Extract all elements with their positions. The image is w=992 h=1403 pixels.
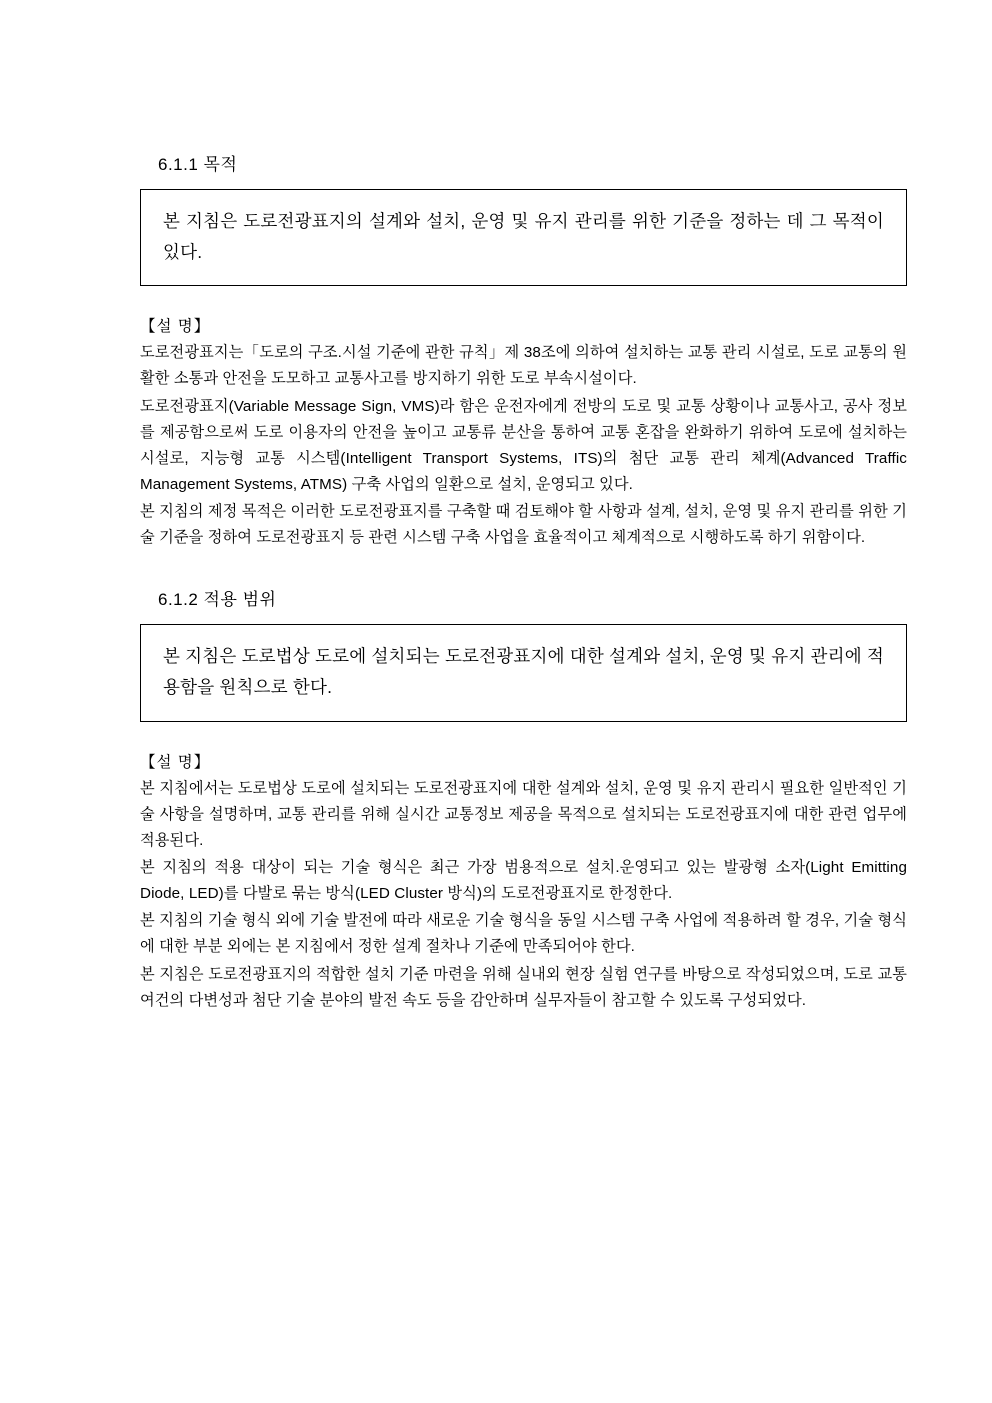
paragraph: 본 지침의 적용 대상이 되는 기술 형식은 최근 가장 범용적으로 설치.운영되고 있는 발광형 소자(Light Emitting Diode, LED)를 다발로 묶는 방식(LED Cluster 방식)의 도로전광표지로 한정한다. xyxy=(140,859,907,903)
explanation-label-6-1-2: 【설 명】 xyxy=(140,753,211,771)
callout-box-6-1-2 xyxy=(140,624,907,721)
paragraph: 본 지침에서는 도로법상 도로에 설치되는 도로전광표지에 대한 설계와 설치, 운영 및 유지 관리시 필요한 일반적인 기술 사항을 설명하며, 교통 관리를 위해 실시간 교통정보 제공을 목적으로 설치되는 도로전광표지에 대한 관련 업무에 적용된다. xyxy=(140,779,907,849)
paragraph: 도로전광표지는「도로의 구조.시설 기준에 관한 규칙」제 38조에 의하여 설치하는 교통 관리 시설로, 도로 교통의 원활한 소통과 안전을 도모하고 교통사고를 방지하기 위한 도로 부속시설이다. xyxy=(140,344,907,388)
callout-text-6-1-1: 본 지침은 도로전광표지의 설계와 설치, 운영 및 유지 관리를 위한 기준을 정하는 데 그 목적이 있다. xyxy=(163,211,884,262)
callout-box-6-1-1 xyxy=(140,189,907,286)
paragraph: 본 지침의 기술 형식 외에 기술 발전에 따라 새로운 기술 형식을 동일 시스템 구축 사업에 적용하려 할 경우, 기술 형식에 대한 부분 외에는 본 지침에서 정한 설계 절차나 기준에 만족되어야 한다. xyxy=(140,912,907,956)
explanation-body-6-1-2 xyxy=(140,776,907,1014)
paragraph: 도로전광표지(Variable Message Sign, VMS)라 함은 운전자에게 전방의 도로 및 교통 상황이나 교통사고, 공사 정보를 제공함으로써 도로 이용자의 안전을 높이고 교통류 분산을 통하여 교통 혼잡을 완화하기 위하여 도로에 설치하는 시설로, 지능형 교통 시스템(Intelligent Transport Systems, ITS)의 첨단 교통 관리 체계(Advanced Traffic Management Systems, ATMS) 구축 사업의 일환으로 설치, 운영되고 있다. xyxy=(140,397,907,493)
paragraph: 본 지침의 제정 목적은 이러한 도로전광표지를 구축할 때 검토해야 할 사항과 설계, 설치, 운영 및 유지 관리를 위한 기술 기준을 정하여 도로전광표지 등 관련 시스템 구축 사업을 효율적이고 체계적으로 시행하도록 하기 위함이다. xyxy=(140,503,907,547)
section-heading-6-1-2: 6.1.2 적용 범위 xyxy=(158,590,277,610)
callout-text-6-1-2: 본 지침은 도로법상 도로에 설치되는 도로전광표지에 대한 설계와 설치, 운영 및 유지 관리에 적용함을 원칙으로 한다. xyxy=(163,646,884,697)
explanation-label-6-1-1: 【설 명】 xyxy=(140,318,211,336)
section-heading-6-1-1: 6.1.1 목적 xyxy=(158,155,238,174)
paragraph: 본 지침은 도로전광표지의 적합한 설치 기준 마련을 위해 실내외 현장 실험 연구를 바탕으로 작성되었으며, 도로 교통 여건의 다변성과 첨단 기술 분야의 발전 속도 등을 감안하며 실무자들이 참고할 수 있도록 구성되었다. xyxy=(140,965,907,1009)
explanation-body-6-1-1 xyxy=(140,340,907,551)
